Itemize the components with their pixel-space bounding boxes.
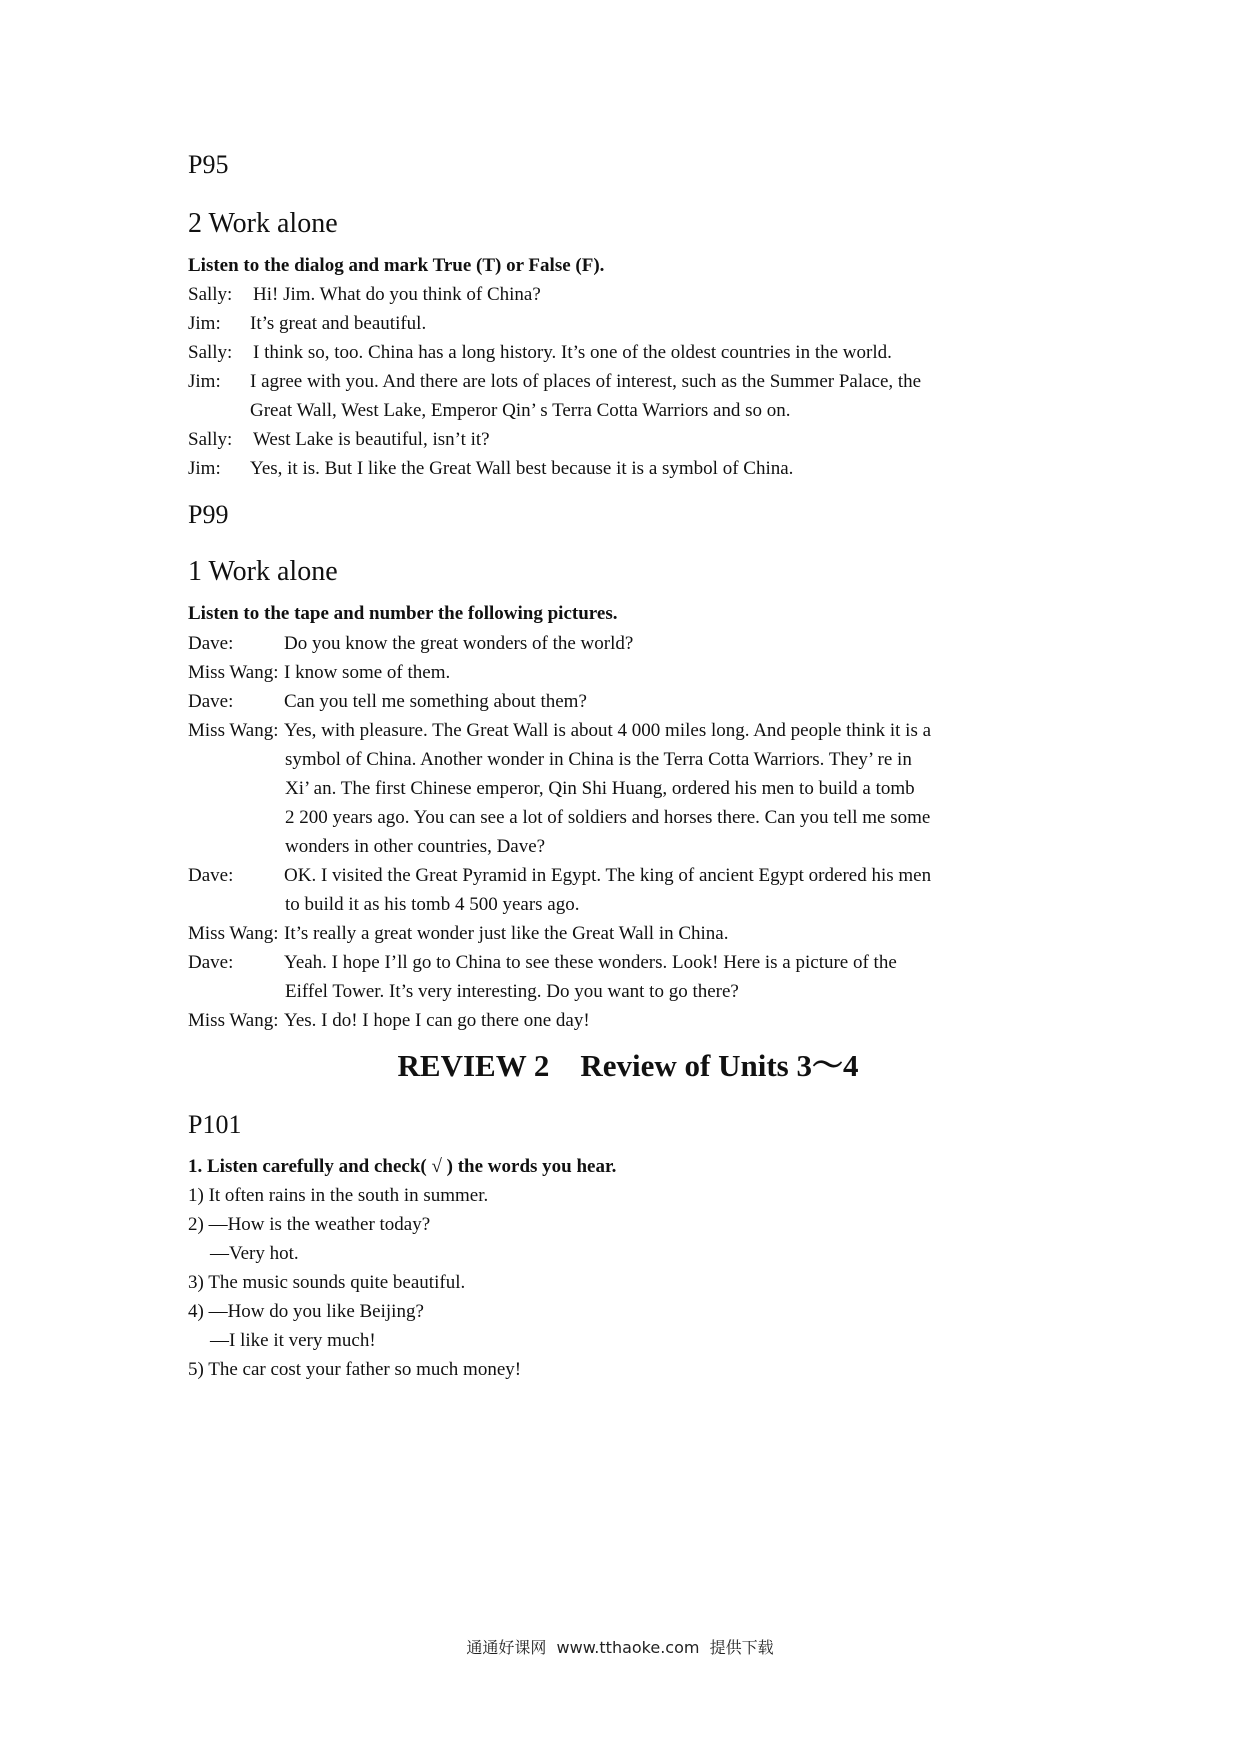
utterance-continued: Xi’ an. The first Chinese emperor, Qin Shi Huang, ordered his men to build a tomb <box>285 778 915 799</box>
dialog-line <box>188 458 793 480</box>
utterance: Yeah. I hope I’ll go to China to see these wonders. Look! Here is a picture of the <box>284 952 897 973</box>
dialog-line <box>188 633 633 655</box>
footer-download-note: 通通好课网 www.tthaoke.com 提供下载 <box>466 1638 774 1657</box>
page-number-p95: P95 <box>188 150 229 179</box>
utterance-continued: symbol of China. Another wonder in China is the Terra Cotta Warriors. They’ re in <box>285 749 912 770</box>
speaker: Dave: <box>188 691 234 712</box>
list-item: 5) The car cost your father so much money! <box>188 1359 522 1380</box>
utterance: I think so, too. China has a long history. It’s one of the oldest countries in the world. <box>253 342 892 363</box>
speaker: Jim: <box>188 313 221 334</box>
utterance: West Lake is beautiful, isn’t it? <box>253 429 490 450</box>
dialog-line <box>188 284 541 306</box>
dialog-line <box>188 429 490 451</box>
page-number-p101: P101 <box>188 1110 242 1139</box>
list-item: 2) —How is the weather today? <box>188 1214 431 1235</box>
instruction-number-pictures: Listen to the tape and number the following pictures. <box>188 603 618 624</box>
utterance: Can you tell me something about them? <box>284 691 587 712</box>
utterance: Do you know the great wonders of the world? <box>284 633 634 654</box>
utterance: OK. I visited the Great Pyramid in Egypt. The king of ancient Egypt ordered his men <box>284 865 932 886</box>
list-item-continued: —I like it very much! <box>210 1330 376 1351</box>
utterance: Yes, with pleasure. The Great Wall is about 4 000 miles long. And people think it is a <box>284 720 932 741</box>
speaker: Dave: <box>188 952 234 973</box>
dialog-line <box>188 313 426 335</box>
utterance-continued: wonders in other countries, Dave? <box>285 836 546 857</box>
speaker: Sally: <box>188 429 233 450</box>
instruction-true-false: Listen to the dialog and mark True (T) or False (F). <box>188 255 605 276</box>
list-item: 1) It often rains in the south in summer. <box>188 1185 489 1206</box>
utterance: I agree with you. And there are lots of places of interest, such as the Summer Palace, the <box>250 371 922 392</box>
dialog-line <box>188 342 892 364</box>
speaker: Sally: <box>188 342 233 363</box>
dialog-line <box>188 923 729 945</box>
utterance-continued: 2 200 years ago. You can see a lot of soldiers and horses there. Can you tell me some <box>285 807 931 828</box>
instruction-check-words: 1. Listen carefully and check( √ ) the words you hear. <box>188 1156 617 1177</box>
utterance: I know some of them. <box>284 662 451 683</box>
utterance: Hi! Jim. What do you think of China? <box>253 284 541 305</box>
section-title-work-alone-1: 1 Work alone <box>188 556 338 587</box>
section-title-work-alone-2: 2 Work alone <box>188 208 338 239</box>
dialog-line <box>188 865 931 887</box>
utterance: Yes. I do! I hope I can go there one day! <box>284 1010 590 1031</box>
dialog-line <box>188 691 587 713</box>
utterance: It’s really a great wonder just like the Great Wall in China. <box>284 923 729 944</box>
utterance-continued: Eiffel Tower. It’s very interesting. Do you want to go there? <box>285 981 739 1002</box>
utterance: Yes, it is. But I like the Great Wall best because it is a symbol of China. <box>250 458 794 479</box>
page-number-p99: P99 <box>188 500 229 529</box>
utterance-continued: Great Wall, West Lake, Emperor Qin’ s Terra Cotta Warriors and so on. <box>250 400 791 421</box>
speaker: Miss Wang: <box>188 720 279 741</box>
speaker: Miss Wang: <box>188 1010 279 1031</box>
dialog-line <box>188 371 921 393</box>
dialog-line <box>188 1010 590 1032</box>
speaker: Dave: <box>188 633 234 654</box>
list-item: 3) The music sounds quite beautiful. <box>188 1272 466 1293</box>
list-item-continued: —Very hot. <box>210 1243 299 1264</box>
speaker: Miss Wang: <box>188 923 279 944</box>
speaker: Sally: <box>188 284 233 305</box>
list-item: 4) —How do you like Beijing? <box>188 1301 424 1322</box>
dialog-line <box>188 662 450 684</box>
dialog-line <box>188 720 931 742</box>
speaker: Dave: <box>188 865 234 886</box>
dialog-line <box>188 952 897 974</box>
review-heading: REVIEW 2 Review of Units 3～4 <box>397 1048 859 1083</box>
speaker: Jim: <box>188 458 221 479</box>
utterance-continued: to build it as his tomb 4 500 years ago. <box>285 894 580 915</box>
speaker: Miss Wang: <box>188 662 279 683</box>
speaker: Jim: <box>188 371 221 392</box>
utterance: It’s great and beautiful. <box>250 313 427 334</box>
